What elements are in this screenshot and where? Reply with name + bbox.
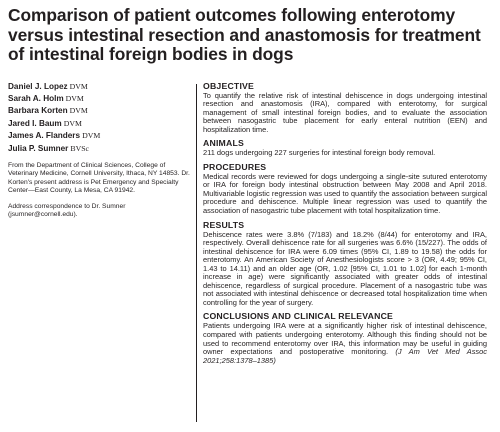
journal-citation: (J Am Vet Med Assoc 2021;258:1378–1385)	[203, 347, 487, 365]
section-text-animals: 211 dogs undergoing 227 surgeries for intestinal foreign body removal.	[203, 148, 436, 158]
section-heading-procedures: PROCEDURES	[203, 161, 267, 172]
section-heading-conclusions: CONCLUSIONS AND CLINICAL RELEVANCE	[203, 311, 394, 322]
author-name: Daniel J. Lopez DVM	[8, 81, 88, 91]
author-name: James A. Flanders DVM	[8, 131, 101, 141]
author-credential: DVM	[82, 131, 101, 141]
correspondence-note: Address correspondence to Dr. Sumner (jsumner@cornell.edu).	[8, 203, 126, 219]
author-list	[8, 81, 192, 155]
author-credential: DVM	[69, 106, 88, 116]
author-name: Barbara Korten DVM	[8, 106, 88, 116]
author-credential: BVSc	[70, 143, 90, 153]
section-heading-animals: ANIMALS	[203, 138, 244, 149]
author-name: Jared I. Baum DVM	[8, 118, 82, 128]
section-heading-objective: OBJECTIVE	[203, 80, 255, 91]
author-name: Julia P. Sumner BVSc	[8, 143, 90, 153]
author-column	[8, 81, 196, 422]
section-text-results: Dehiscence rates were 3.8% (7/183) and 18.2% (8/44) for enterotomy and IRA, respectively. Overall dehiscence rate for all surgeries was 6.6% (15/227). The odds of intestinal dehiscence for IRA were 6.09 times (95% CI, 1.89 to 19.58) the odds for enterotomy. An American Society of Anesthesiologists score > 3 (OR, 4.49; 95% CI, 1.43 to 14.11) and an older age (OR, 1.02 [95% CI, 1.01 to 1.02] for each 1-month increase in age) were significantly associated with greater odds of intestinal dehiscence, regardless of surgical procedure. Placement of a nasogastric tube was not associated with intestinal dehiscence or decreased total hospitalization time when controlling for the year of surgery.	[203, 229, 487, 307]
section-text-conclusions: Patients undergoing IRA were at a significantly higher risk of intestinal dehiscence, compared with patients undergoing enterotomy. Although this finding should not be used to recommend enterotomy over IRA, this information may be useful in guiding owner expectations and postoperative monitoring. (J Am Vet Med Assoc 2021;258:1378–1385)	[203, 321, 487, 365]
section-text-procedures: Medical records were reviewed for dogs undergoing a single-site sutured enterotomy or IRA for foreign body intestinal obstruction between May 2008 and April 2018. Multivariable logistic regression was used to quantify the association between surgical procedure and dehiscence. Multiple linear regression was used to quantify the association of nasogastric tube placement with total hospitalization time.	[203, 171, 487, 215]
author-credential: DVM	[65, 93, 84, 103]
abstract-column	[197, 81, 487, 422]
author-name: Sarah A. Holm DVM	[8, 93, 84, 103]
section-heading-results: RESULTS	[203, 219, 245, 230]
author-credential: DVM	[69, 81, 88, 91]
section-text-objective: To quantify the relative risk of intestinal dehiscence in dogs undergoing intestinal resection and anastomosis (IRA), compared with enterotomy, for surgical management of small intestinal foreign bodies, and to evaluate the association between nasogastric tube placement for early enteral nutrition (EEN) and hospitalization time.	[203, 90, 487, 134]
affiliation-note: From the Department of Clinical Sciences, College of Veterinary Medicine, Cornell University, Ithaca, NY 14853. Dr. Korten's present address is Pet Emergency and Specialty Center—East County, La Mesa, CA 91942.	[8, 161, 190, 194]
author-credential: DVM	[63, 118, 82, 128]
article-body	[8, 81, 492, 422]
article-title: Comparison of patient outcomes following enterotomy versus intestinal resection and anastomosis for treatment of intestinal foreign bodies in dogs	[8, 5, 481, 64]
